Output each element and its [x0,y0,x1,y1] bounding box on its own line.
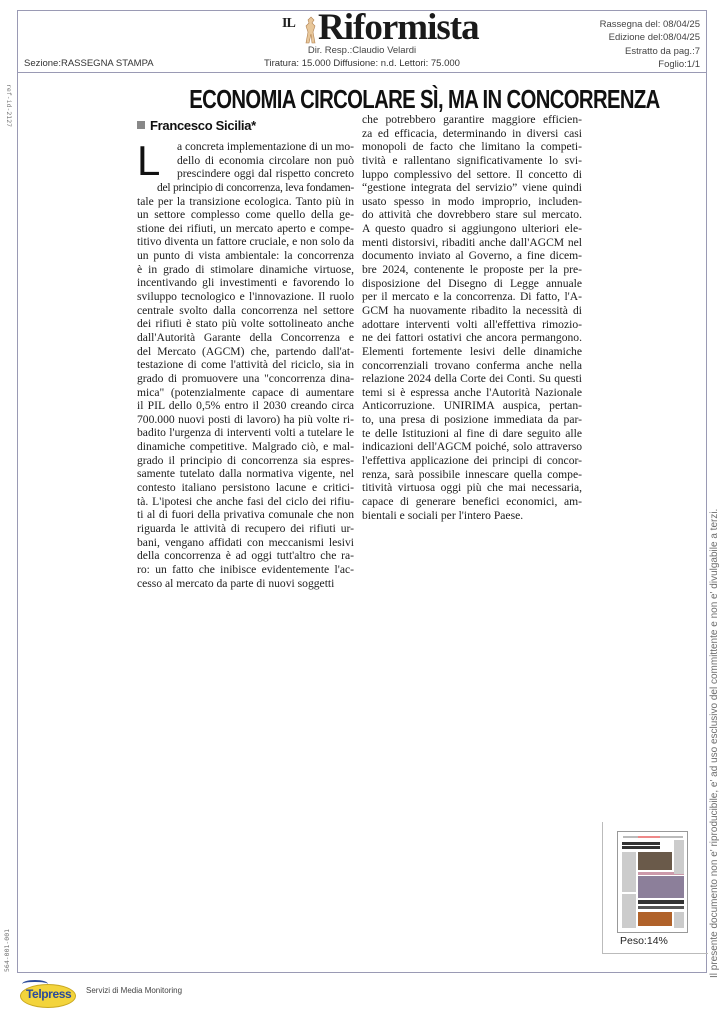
article-line: ti al di fuori della privativa comunale che non [137,508,354,522]
logo-figure-icon [304,16,318,44]
article-line: del principio di concorrenza, leva fondamen- [157,180,354,194]
telpress-logo [20,980,76,1008]
article-column-right [362,113,582,522]
article-line: documento inviato al Governo, a fine dicem- [362,249,582,263]
article-line: to, una presa di posizione immediata da par- [362,413,582,427]
article-line: ne dei fattori ostativi che ancora permangono. [362,331,582,345]
article-line: cesso al mercato da parte di nuovi soggetti [137,576,335,590]
article-line: capace di generare benefici economici, am- [362,494,582,508]
newspaper-logo [270,7,479,48]
side-code-bottom [2,922,14,972]
article-line: ro: un fatto che inibisce evidentemente l'ac- [137,562,354,576]
thumb-text-block [674,912,684,928]
side-code-top [2,84,14,164]
article-line: mica" (potenzialmente capace di aumentare [137,385,354,399]
article-line: testazione di come l'attività del riciclo, sia in [137,358,354,372]
article-line: dei rifiuti è stato più volte sottolineato anche [137,317,354,331]
article-line: l'effettiva applicazione dei principi di concor- [362,454,582,468]
byline-square-icon [137,121,145,129]
article-line: centrale svolto dalla concorrenza nel settore [137,303,354,317]
article-line: do attività che dovrebbero stare sul mercato. [362,208,582,222]
article-line: concorrenziali trovano conferma anche nella [362,358,582,372]
extract-page: Estratto da pag.:7 [625,45,700,57]
article-line: GCM ha nuovamente ribadito la necessità di [362,303,582,317]
article-line: grado il principio di concorrenza sia espres- [137,453,354,467]
article-line: 700.000 nuovi posti di lavoro) ha più volte ri- [137,412,354,426]
article-line: “gestione integrata del servizio” viene quindi [362,181,582,195]
thumb-headline-1 [622,842,660,845]
article-line: za ed efficacia, determinando in diversi casi [362,126,582,140]
article-line: titività virtuosa oggi più che mai necessaria, [362,481,582,495]
article-line: contesto italiano persistono lacune e critici- [137,481,354,495]
article-line: per il mercato e la concorrenza. Di fatto, l'A- [362,290,582,304]
article-line: prescindere oggi dal rispetto concreto [177,167,354,181]
section-label: Sezione:RASSEGNA STAMPA [24,58,154,69]
article-line: tà. L'ipotesi che anche fasi del ciclo dei rifiu- [137,494,354,508]
article-line: monopoli de facto che limitano la competi- [362,140,582,154]
article-line: incentivando gli investimenti e favorendo lo [137,276,354,290]
thumb-text-block [674,840,684,874]
drop-cap: L [137,137,161,184]
legal-disclaimer: Il presente documento non e' riproducibile, e' ad uso esclusivo del committente e non e' divulgabile a terzi. [709,508,720,978]
article-line: sviluppo tecnologico e l'innovazione. Il ruolo [137,290,354,304]
article-line: disposizione del Disegno di Legge annuale [362,276,582,290]
article-line: bre 2024, contenente le proposte per la pre- [362,263,582,277]
page-thumbnail[interactable] [617,831,688,933]
author-name: Francesco Sicilia* [150,118,256,133]
article-line: è in grado di stimolare dinamiche virtuose, [137,262,354,276]
footer-tagline: Servizi di Media Monitoring [86,986,183,995]
thumb-photo-1 [638,852,672,870]
logo-name: Riformista [318,7,479,48]
article-line: te delle Istituzioni al fine di dare seguito alle [362,426,582,440]
thumb-box [638,876,684,898]
article-line: Anticorruzione. UNIRIMA auspica, pertan- [362,399,582,413]
article-byline [137,118,256,133]
article-line: dello di economia circolare non può [177,153,354,167]
thumb-headline-2 [622,846,660,849]
article-line: a concreta implementazione di un mo- [177,140,354,153]
article-line: renza, sarà possibile innescare quella compe- [362,467,582,481]
article-line: bientali e sociali per l'intero Paese. [362,508,524,522]
article-line: dinamiche competitive. Malgrado ciò, e mal- [137,440,354,454]
article-line: A questo quadro si aggiungono ulteriori ele- [362,222,582,236]
thumb-subhead [638,906,684,909]
thumb-headline-3 [638,900,684,904]
article-line: samente tutelato dalla normativa vigente, nel [137,467,354,481]
telpress-logo-text: Telpress [26,987,72,1001]
document-code: 564-001-001 [3,928,11,972]
article-line: adottare interventi volti all'effettiva rimozio- [362,317,582,331]
thumb-text-block [622,852,636,892]
thumb-header-accent [638,836,660,838]
article-column-left [137,137,354,590]
sheet-number: Foglio:1/1 [658,58,700,70]
article-line: un settore complesso come quello della ge- [137,208,354,222]
logo-prefix: IL [282,16,295,31]
article-line: grado di promuovere una "concorrenza dina- [137,371,354,385]
thumb-photo-2 [638,912,672,926]
article-line: del Mercato (AGCM) che, partendo dall'at- [137,344,354,358]
thumb-text-block [622,894,636,928]
article-line: relazione 2024 della Corte dei Conti. Su questi [362,372,582,386]
article-line: che potrebbero garantire maggiore efficien- [362,113,582,126]
article-line: indicazioni dell'AGCM poiché, solo attraverso [362,440,582,454]
article-line: tale per la transizione ecologica. Tanto più in [137,194,354,208]
director-line: Dir. Resp.:Claudio Velardi [307,45,417,56]
circulation-line: Tiratura: 15.000 Diffusione: n.d. Lettori: 75.000 [264,58,460,69]
article-line: dall'Autorità Garante della Concorrenza e [137,330,354,344]
edition-date: Edizione del:08/04/25 [608,32,700,44]
article-line: un punto di vista ambientale: la concorrenza [137,249,354,263]
article-line: il PIL dello 0,5% entro il 2030 creando circa [137,399,354,413]
article-line: Elementi fortemente lesivi delle dinamiche [362,344,582,358]
article-line: riguarda le attività di recupero dei rifiuti ur- [137,521,354,535]
article-line: luppo complessivo del settore. Il concetto di [362,167,582,181]
press-review-meta [600,18,700,71]
article-line: della concorrenza è ad oggi tutt'altro che ra- [137,549,354,563]
article-line: usato spesso in modo improprio, includen- [362,194,582,208]
reference-code: ref-id-2127 [5,84,13,128]
article-line: badito l'urgenza di interventi volti a tutelare le [137,426,354,440]
article-line: stione dei rifiuti, un mercato aperto e compe- [137,221,354,235]
article-line: titivo diventa un fattore cruciale, e non solo da [137,235,354,249]
article-line: tività e rallentano significativamente lo svi- [362,153,582,167]
header-divider [17,72,707,73]
article-line: bani, vengano affidati con meccanismi lesivi [137,535,354,549]
weight-label: Peso:14% [620,935,668,947]
article-line: menti distorsivi, ribaditi anche dall'AGCM nel [362,235,582,249]
article-title: ECONOMIA CIRCOLARE SÌ, MA IN CONCORRENZA [189,84,660,114]
review-date: Rassegna del: 08/04/25 [599,19,700,30]
article-line: temi si è espressa anche l'Autorità Nazionale [362,385,582,399]
